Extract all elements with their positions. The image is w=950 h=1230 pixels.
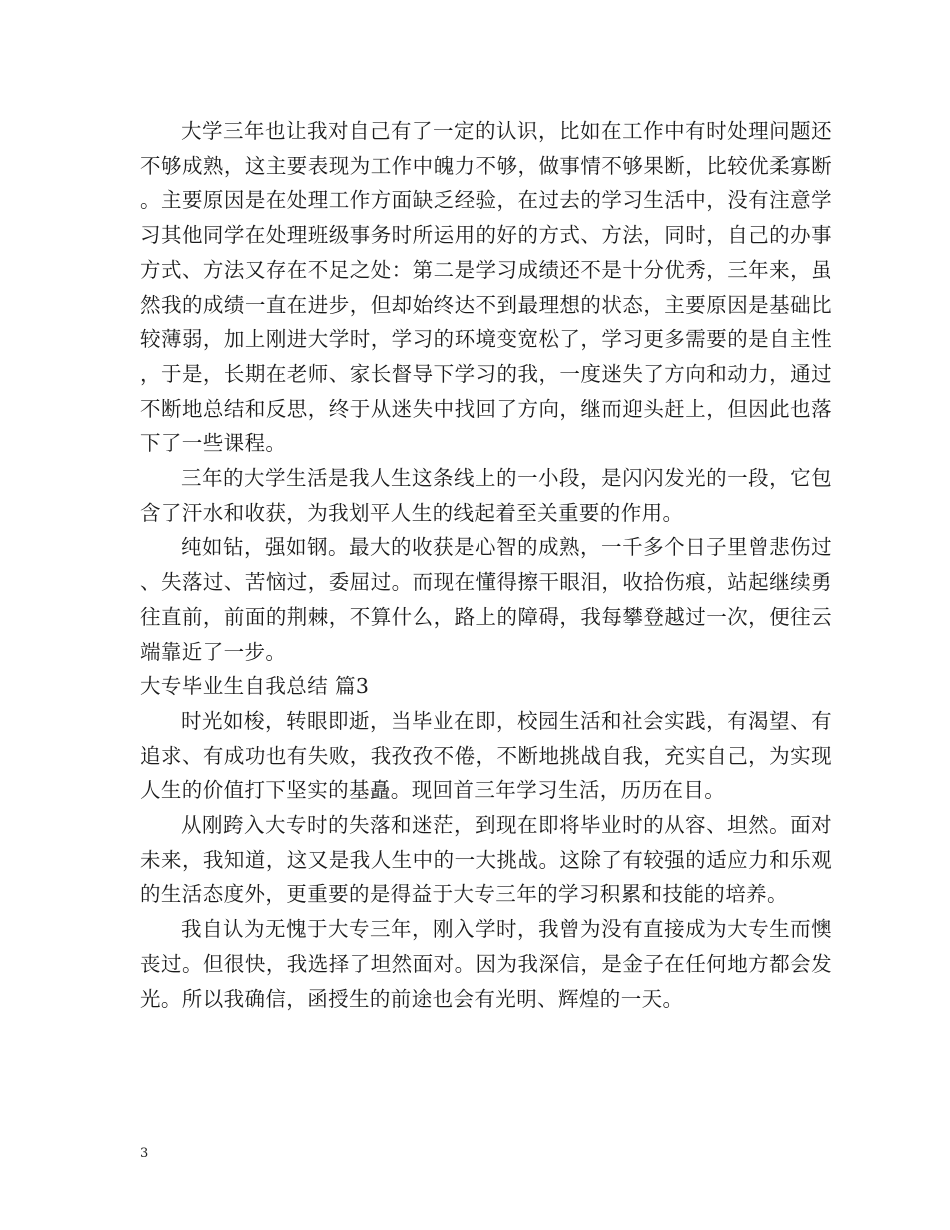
paragraph-college-life: 三年的大学生活是我人生这条线上的一小段，是闪闪发光的一段，它包含了汗水和收获，为我划平人生的线起着至关重要的作用。 xyxy=(140,466,832,525)
section-title: 大专毕业生自我总结 篇3 xyxy=(140,674,370,699)
paragraph-no-regret: 我自认为无愧于大专三年，刚入学时，我曾为没有直接成为大专生而懊丧过。但很快，我选择了坦然面对。因为我深信，是金子在任何地方都会发光。所以我确信，函授生的前途也会有光明、辉煌的一天。 xyxy=(140,917,832,1011)
page-number: 3 xyxy=(140,1146,149,1161)
paragraph-self-awareness: 大学三年也让我对自己有了一定的认识，比如在工作中有时处理问题还不够成熟，这主要表现为工作中魄力不够，做事情不够果断，比较优柔寡断。主要原因是在处理工作方面缺乏经验，在过去的学习生活中，没有注意学习其他同学在处理班级事务时所运用的好的方式、方法，同时，自己的办事方式、方法又存在不足之处：第二是学习成绩还不是十分优秀，三年来，虽然我的成绩一直在进步，但却始终达不到最理想的状态，主要原因是基础比较薄弱，加上刚进大学时，学习的环境变宽松了，学习更多需要的是自主性，于是，长期在老师、家长督导下学习的我，一度迷失了方向和动力，通过不断地总结和反思，终于从迷失中找回了方向，继而迎头赶上，但因此也落下了一些课程。 xyxy=(140,119,832,456)
paragraph-facing-future: 从刚跨入大专时的失落和迷茫，到现在即将毕业时的从容、坦然。面对未来，我知道，这又是我人生中的一大挑战。这除了有较强的适应力和乐观的生活态度外，更重要的是得益于大专三年的学习积累和技能的培养。 xyxy=(140,813,832,907)
paragraph-time-flies: 时光如梭，转眼即逝，当毕业在即，校园生活和社会实践，有渴望、有追求、有成功也有失败，我孜孜不倦，不断地挑战自我，充实自己，为实现人生的价值打下坚实的基矗。现回首三年学习生活，历历在目。 xyxy=(140,708,832,803)
document-body xyxy=(140,114,832,1016)
paragraph-growth: 纯如钻，强如钢。最大的收获是心智的成熟，一千多个日子里曾悲伤过、失落过、苦恼过，委屈过。而现在懂得擦干眼泪，收拾伤痕，站起继续勇往直前，前面的荆棘，不算什么，路上的障碍，我每攀登越过一次，便往云端靠近了一步。 xyxy=(140,535,832,664)
